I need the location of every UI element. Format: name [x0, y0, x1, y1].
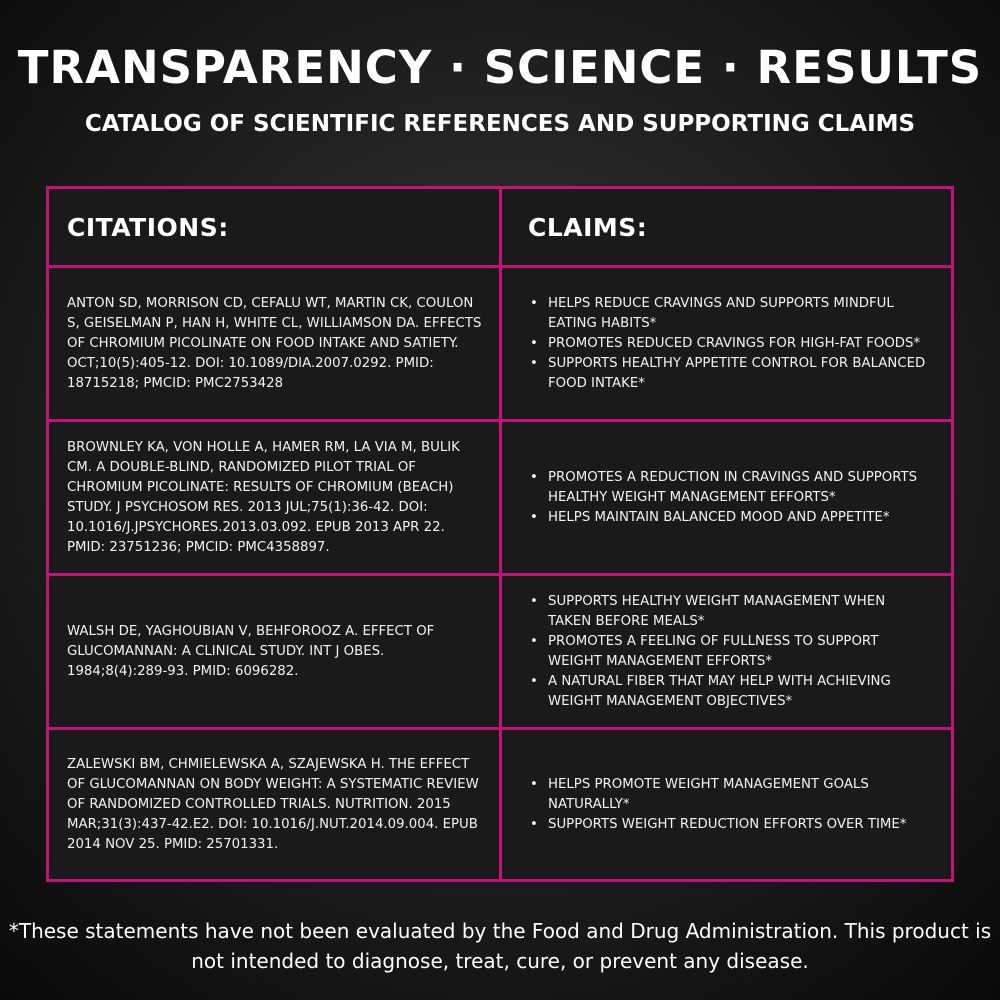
- table-row: [49, 576, 951, 727]
- bullet-icon: •: [530, 509, 538, 525]
- claims-cell: [502, 730, 951, 879]
- claim-text: PROMOTES A REDUCTION IN CRAVINGS AND SUPPORTS HEALTHY WEIGHT MANAGEMENT EFFORTS*: [548, 469, 918, 505]
- citation-cell: [49, 576, 502, 727]
- page-title: TRANSPARENCY · SCIENCE · RESULTS: [17, 41, 983, 94]
- bullet-icon: •: [530, 355, 538, 371]
- claims-cell: [502, 576, 951, 727]
- list-item: [528, 815, 929, 835]
- claim-text: A NATURAL FIBER THAT MAY HELP WITH ACHIEVING WEIGHT MANAGEMENT OBJECTIVES*: [548, 673, 891, 709]
- table-row: [49, 422, 951, 573]
- bullet-icon: •: [530, 295, 538, 311]
- claim-text: SUPPORTS WEIGHT REDUCTION EFFORTS OVER TIME*: [548, 816, 907, 832]
- list-item: [528, 334, 929, 354]
- claims-header: CLAIMS:: [528, 212, 648, 242]
- bullet-icon: •: [530, 776, 538, 792]
- claim-text: HELPS REDUCE CRAVINGS AND SUPPORTS MINDFUL EATING HABITS*: [548, 295, 894, 331]
- claims-cell: [502, 422, 951, 573]
- list-item: [528, 468, 929, 508]
- claim-text: HELPS MAINTAIN BALANCED MOOD AND APPETITE*: [548, 509, 890, 525]
- claims-list: [528, 468, 929, 528]
- bullet-icon: •: [530, 335, 538, 351]
- bullet-icon: •: [530, 673, 538, 689]
- claim-text: PROMOTES A FEELING OF FULLNESS TO SUPPORT WEIGHT MANAGEMENT EFFORTS*: [548, 633, 879, 669]
- references-table: [46, 186, 954, 882]
- claims-list: [528, 294, 929, 394]
- list-item: [528, 672, 929, 712]
- claims-cell: [502, 268, 951, 419]
- list-item: [528, 592, 929, 632]
- citation-text: ANTON SD, MORRISON CD, CEFALU WT, MARTIN CK, COULON S, GEISELMAN P, HAN H, WHITE CL, WILLIAMSON DA. EFFECTS OF CHROMIUM PICOLINATE ON FOOD INTAKE AND SATIETY. OCT;10(5):405-12. DOI: 10.1089/DIA.2007.0292. PMID: 18715218; PMCID: PMC2753428: [67, 295, 482, 391]
- citation-text: WALSH DE, YAGHOUBIAN V, BEHFOROOZ A. EFFECT OF GLUCOMANNAN: A CLINICAL STUDY. INT J OBES. 1984;8(4):289-93. PMID: 6096282.: [67, 623, 435, 679]
- table-header-row: [49, 189, 951, 265]
- table-row: [49, 730, 951, 879]
- list-item: [528, 294, 929, 334]
- list-item: [528, 632, 929, 672]
- list-item: [528, 775, 929, 815]
- claims-list: [528, 775, 929, 835]
- list-item: [528, 508, 929, 528]
- citation-cell: [49, 422, 502, 573]
- bullet-icon: •: [530, 469, 538, 485]
- list-item: [528, 354, 929, 394]
- claim-text: SUPPORTS HEALTHY WEIGHT MANAGEMENT WHEN TAKEN BEFORE MEALS*: [548, 593, 886, 629]
- citation-cell: [49, 730, 502, 879]
- bullet-icon: •: [530, 816, 538, 832]
- bullet-icon: •: [530, 633, 538, 649]
- claim-text: HELPS PROMOTE WEIGHT MANAGEMENT GOALS NATURALLY*: [548, 776, 869, 812]
- claims-list: [528, 592, 929, 712]
- fda-disclaimer: *These statements have not been evaluated by the Food and Drug Administration. This product is not intended to diagnose, treat, cure, or prevent any disease.: [8, 919, 992, 973]
- citation-text: BROWNLEY KA, VON HOLLE A, HAMER RM, LA VIA M, BULIK CM. A DOUBLE-BLIND, RANDOMIZED PILOT TRIAL OF CHROMIUM PICOLINATE: RESULTS OF CHROMIUM (BEACH) STUDY. J PSYCHOSOM RES. 2013 JUL;75(1):36-42. DOI: 10.1016/J.JPSYCHORES.2013.03.092. EPUB 2013 APR 22. PMID: 23751236; PMCID: PMC4358897.: [67, 439, 460, 555]
- table-row: [49, 268, 951, 419]
- claim-text: SUPPORTS HEALTHY APPETITE CONTROL FOR BALANCED FOOD INTAKE*: [548, 355, 926, 391]
- citations-header: CITATIONS:: [67, 212, 229, 242]
- claims-header-cell: [502, 189, 951, 265]
- citations-header-cell: [49, 189, 502, 265]
- citation-text: ZALEWSKI BM, CHMIELEWSKA A, SZAJEWSKA H. THE EFFECT OF GLUCOMANNAN ON BODY WEIGHT: A SYSTEMATIC REVIEW OF RANDOMIZED CONTROLLED TRIALS. NUTRITION. 2015 MAR;31(3):437-42.E2. DOI: 10.1016/J.NUT.2014.09.004. EPUB 2014 NOV 25. PMID: 25701331.: [67, 756, 479, 852]
- bullet-icon: •: [530, 593, 538, 609]
- claim-text: PROMOTES REDUCED CRAVINGS FOR HIGH-FAT FOODS*: [548, 335, 921, 351]
- citation-cell: [49, 268, 502, 419]
- page-subtitle: CATALOG OF SCIENTIFIC REFERENCES AND SUPPORTING CLAIMS: [84, 111, 916, 137]
